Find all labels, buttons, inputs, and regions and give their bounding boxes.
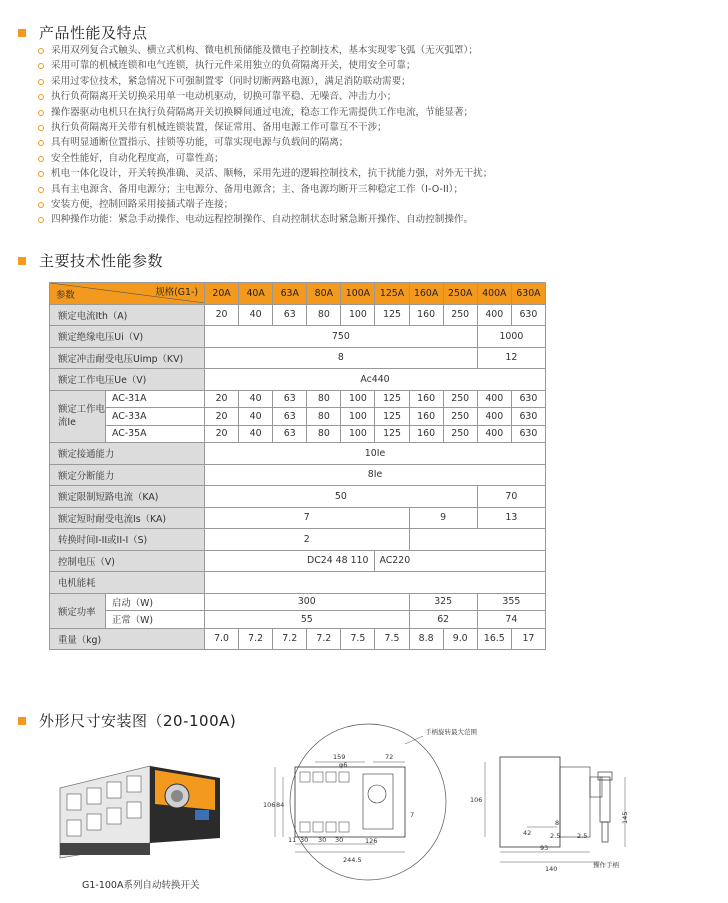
features-list (38, 43, 718, 228)
product-caption: G1-100A系列自动转换开关 (82, 880, 200, 891)
dim-label: 244.5 (343, 856, 362, 864)
dim-label: 140 (545, 865, 558, 873)
row-label: 重量（kg) (50, 628, 205, 650)
feature-text: 执行负荷隔离开关切换采用单一电动机驱动，切换可靠平稳、无噪音、冲击力小； (51, 91, 397, 103)
table-cell: 400 (477, 304, 511, 326)
rating-header: 100A (341, 283, 375, 305)
table-cell: 40 (239, 425, 273, 443)
table-cell: 7.0 (205, 628, 239, 650)
table-cell: 100 (341, 425, 375, 443)
table-cell: 40 (239, 408, 273, 426)
table-header-row (50, 283, 546, 305)
table-row (50, 628, 546, 650)
feature-item (38, 212, 718, 227)
row-label: 电机能耗 (50, 572, 205, 594)
table-cell: 13 (477, 507, 545, 529)
table-cell: 8Ie (205, 464, 546, 486)
row-label: 额定绝缘电压Ui（V) (50, 326, 205, 348)
table-cell: 160 (409, 408, 443, 426)
sub-label: 正常（W) (106, 611, 205, 629)
dim-label: 30 (335, 836, 344, 844)
table-row (50, 464, 546, 486)
feature-item (38, 43, 718, 58)
table-cell: 40 (239, 390, 273, 408)
table-cell: 100 (341, 304, 375, 326)
table-cell: 125 (375, 390, 409, 408)
bullet-icon (38, 125, 44, 131)
table-row (50, 369, 546, 391)
table-cell: 63 (273, 390, 307, 408)
bullet-icon (38, 140, 44, 146)
table-cell: 630 (511, 408, 545, 426)
table-cell: 300 (205, 593, 410, 611)
dim-label: 2.5 (550, 832, 561, 840)
feature-text: 安装方便，控制回路采用接插式端子连接； (51, 199, 234, 211)
dimension-drawing (255, 722, 725, 882)
dim-label: 2.5 (577, 832, 588, 840)
table-cell: 250 (443, 304, 477, 326)
feature-text: 执行负荷隔离开关带有机械连锁装置，保证常用、备用电源工作可靠互不干涉； (51, 122, 387, 134)
table-cell: 630 (511, 390, 545, 408)
table-cell: 70 (477, 486, 545, 508)
row-label: 转换时间I-II或II-I（S) (50, 529, 205, 551)
table-cell: 8 (205, 347, 478, 369)
dim-label: φ6 (339, 761, 348, 769)
table-cell: 50 (205, 486, 478, 508)
table-cell: 12 (477, 347, 545, 369)
table-cell: 55 (205, 611, 410, 629)
corner-model-label: 规格(G1-) (155, 287, 198, 299)
table-cell: 160 (409, 304, 443, 326)
table-cell: 400 (477, 425, 511, 443)
feature-text: 具有明显通断位置指示、挂锁等功能，可靠实现电源与负载间的隔离； (51, 137, 349, 149)
section-marker (18, 29, 26, 37)
bullet-icon (38, 156, 44, 162)
dim-label: 106 (470, 796, 483, 804)
table-row (50, 507, 546, 529)
table-cell: 160 (409, 425, 443, 443)
handle-range-label: 手柄旋转最大范围 (425, 728, 477, 736)
table-row (50, 443, 546, 465)
spec-table (49, 282, 546, 650)
row-label: 额定电流Ith（A) (50, 304, 205, 326)
table-row (50, 486, 546, 508)
table-row (50, 611, 546, 629)
sub-label: 启动（W) (106, 593, 205, 611)
table-cell: 40 (239, 304, 273, 326)
table-row (50, 390, 546, 408)
table-cell: 80 (307, 408, 341, 426)
bullet-icon (38, 171, 44, 177)
dim-label: 84 (276, 801, 285, 809)
table-cell: DC24 48 110 (205, 550, 375, 572)
feature-item (38, 197, 718, 212)
feature-text: 采用双列复合式触头、横立式机构、微电机预储能及微电子控制技术，基本实现零飞弧（无灭弧罩）； (51, 45, 478, 56)
table-cell: 250 (443, 425, 477, 443)
table-cell: 20 (205, 425, 239, 443)
table-cell: 9.0 (443, 628, 477, 650)
table-cell: 63 (273, 304, 307, 326)
handle-label: 操作手柄 (593, 861, 619, 869)
table-cell: 750 (205, 326, 478, 348)
rating-header: 160A (409, 283, 443, 305)
product-photo (55, 748, 235, 868)
bullet-icon (38, 63, 44, 69)
table-row (50, 425, 546, 443)
rating-header: 63A (273, 283, 307, 305)
table-row (50, 347, 546, 369)
rating-header: 250A (443, 283, 477, 305)
rating-header: 630A (511, 283, 545, 305)
rating-header: 125A (375, 283, 409, 305)
table-cell (409, 529, 545, 551)
feature-item (38, 166, 718, 181)
table-cell: 7.2 (307, 628, 341, 650)
table-cell: 250 (443, 390, 477, 408)
row-label: 额定分断能力 (50, 464, 205, 486)
table-cell: 9 (409, 507, 477, 529)
table-cell: 7.5 (341, 628, 375, 650)
table-cell: 74 (477, 611, 545, 629)
feature-text: 四种操作功能：紧急手动操作、电动远程控制操作、自动控制状态时紧急断开操作、自动控制操作。 (51, 214, 474, 226)
dim-label: 159 (333, 753, 346, 761)
feature-item (38, 151, 718, 166)
dim-label: 93 (540, 844, 549, 852)
feature-text: 采用过零位技术，紧急情况下可强制置零（同时切断两路电源），满足消防联动需要； (51, 75, 411, 87)
table-cell: 125 (375, 304, 409, 326)
rating-header: 80A (307, 283, 341, 305)
features-heading (18, 22, 148, 43)
bullet-icon (38, 48, 44, 54)
row-label: 控制电压（V) (50, 550, 205, 572)
table-cell: 325 (409, 593, 477, 611)
table-cell: 20 (205, 390, 239, 408)
table-cell: 160 (409, 390, 443, 408)
table-cell: 1000 (477, 326, 545, 348)
table-cell: AC220 (375, 550, 546, 572)
bullet-icon (38, 79, 44, 85)
bullet-icon (38, 202, 44, 208)
dim-label: 11 (288, 836, 297, 844)
table-cell: 125 (375, 408, 409, 426)
dim-label: 72 (385, 753, 394, 761)
dim-label: 30 (318, 836, 327, 844)
row-label: 额定限制短路电流（KA) (50, 486, 205, 508)
corner-cell (50, 283, 205, 305)
table-cell: 2 (205, 529, 410, 551)
specs-heading (18, 250, 163, 271)
table-row (50, 408, 546, 426)
table-cell: 7 (205, 507, 410, 529)
row-label: 额定工作电流Ie (50, 390, 106, 443)
table-cell: 400 (477, 408, 511, 426)
section-marker (18, 717, 26, 725)
feature-text: 具有主电源含、备用电源分；主电源分、备用电源含；主、备电源均断开三种稳定工作（I-O-II）； (51, 183, 464, 195)
table-cell: 7.2 (273, 628, 307, 650)
bullet-icon (38, 187, 44, 193)
feature-item (38, 120, 718, 135)
row-label: 额定接通能力 (50, 443, 205, 465)
bullet-icon (38, 110, 44, 116)
table-cell: 7.5 (375, 628, 409, 650)
rating-header: 40A (239, 283, 273, 305)
table-cell: 80 (307, 390, 341, 408)
table-cell: 630 (511, 304, 545, 326)
feature-text: 机电一体化设计，开关转换准确、灵活、顺畅，采用先进的逻辑控制技术，抗干扰能力强，对外无干扰； (51, 168, 493, 180)
features-title: 产品性能及特点 (39, 24, 148, 42)
row-label: 额定冲击耐受电压Uimp（KV) (50, 347, 205, 369)
table-cell: 8.8 (409, 628, 443, 650)
table-cell: 10Ie (205, 443, 546, 465)
table-row (50, 550, 546, 572)
specs-title: 主要技术性能参数 (39, 252, 164, 270)
section-marker (18, 257, 26, 265)
table-cell: Ac440 (205, 369, 546, 391)
dim-label: 8 (555, 819, 560, 827)
feature-item (38, 58, 718, 73)
row-label: 额定短时耐受电流Is（KA) (50, 507, 205, 529)
table-cell: 7.2 (239, 628, 273, 650)
table-cell (205, 572, 546, 594)
table-cell: 250 (443, 408, 477, 426)
table-cell: 17 (511, 628, 545, 650)
category-label: AC-33A (106, 408, 205, 426)
table-cell: 63 (273, 408, 307, 426)
feature-item (38, 89, 718, 104)
table-cell: 20 (205, 408, 239, 426)
dim-label: 106 (263, 801, 276, 809)
bullet-icon (38, 217, 44, 223)
dim-label: 145 (621, 811, 629, 824)
table-cell: 80 (307, 304, 341, 326)
corner-param-label: 参数 (56, 290, 75, 302)
row-label: 额定功率 (50, 593, 106, 628)
feature-item (38, 74, 718, 89)
table-row (50, 593, 546, 611)
table-cell: 630 (511, 425, 545, 443)
table-cell: 355 (477, 593, 545, 611)
table-row (50, 326, 546, 348)
rating-header: 400A (477, 283, 511, 305)
dim-label: 42 (523, 829, 532, 837)
row-label: 额定工作电压Ue（V) (50, 369, 205, 391)
feature-text: 操作器驱动电机只在执行负荷隔离开关切换瞬间通过电流，稳态工作无需提供工作电流，节能显著； (51, 106, 474, 118)
handle-drawing (598, 772, 612, 842)
table-row (50, 304, 546, 326)
feature-item (38, 182, 718, 197)
table-cell: 400 (477, 390, 511, 408)
table-cell: 125 (375, 425, 409, 443)
feature-text: 采用可靠的机械连锁和电气连锁，执行元件采用独立的负荷隔离开关，使用安全可靠； (51, 60, 416, 72)
table-row (50, 572, 546, 594)
table-cell: 63 (273, 425, 307, 443)
dim-label: 7 (410, 811, 415, 819)
feature-item (38, 135, 718, 150)
dim-label: 30 (300, 836, 309, 844)
table-cell: 100 (341, 408, 375, 426)
feature-item (38, 105, 718, 120)
table-cell: 16.5 (477, 628, 511, 650)
table-cell: 62 (409, 611, 477, 629)
dims-heading (18, 710, 236, 731)
table-cell: 100 (341, 390, 375, 408)
category-label: AC-31A (106, 390, 205, 408)
dims-title: 外形尺寸安装图（20-100A) (39, 712, 237, 730)
table-row (50, 529, 546, 551)
table-cell: 20 (205, 304, 239, 326)
rating-header: 20A (205, 283, 239, 305)
category-label: AC-35A (106, 425, 205, 443)
feature-text: 安全性能好，自动化程度高，可靠性高； (51, 152, 224, 164)
table-cell: 80 (307, 425, 341, 443)
bullet-icon (38, 94, 44, 100)
dim-label: 126 (365, 837, 378, 845)
